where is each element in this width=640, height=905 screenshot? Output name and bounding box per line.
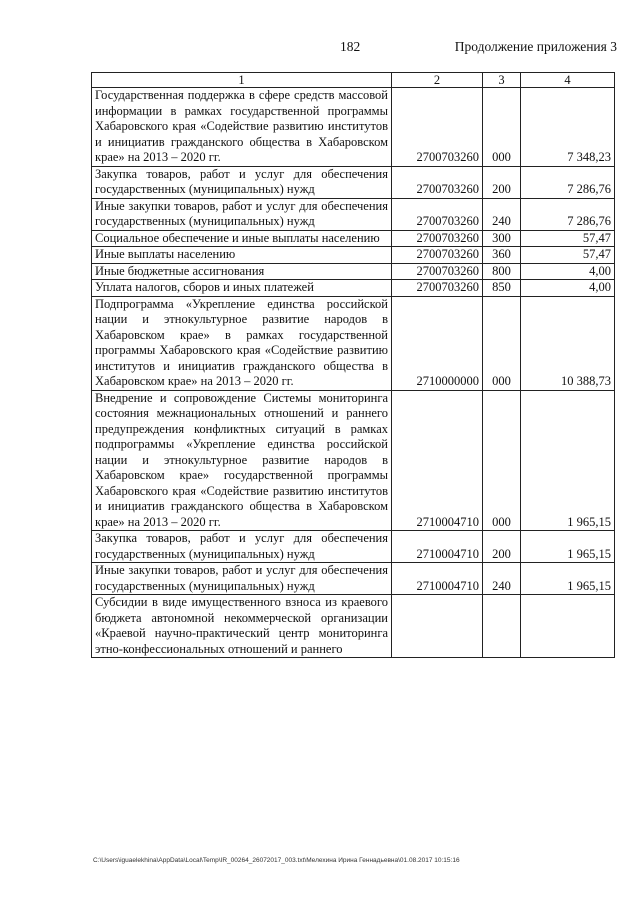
row-amount-cell: 1 965,15 [521,563,615,595]
table-row [92,230,615,247]
row-type-cell: 800 [483,263,521,280]
row-type-cell: 000 [483,390,521,531]
table-row [92,563,615,595]
row-code-cell: 2710004710 [392,390,483,531]
row-name-cell: Иные выплаты населению [92,247,392,264]
page-title: Продолжение приложения 3 [454,39,617,54]
row-name-cell: Иные бюджетные ассигнования [92,263,392,280]
table-row [92,595,615,658]
row-name-cell: Иные закупки товаров, работ и услуг для обеспечения государственных (муниципальных) нужд [92,563,392,595]
row-code-cell [392,595,483,658]
row-name-cell: Субсидии в виде имущественного взноса из краевого бюджета автономной некоммерческой организации «Краевой научно-практический центр мониторинга этно-конфессиональных отношений и раннего [92,595,392,658]
column-header: 2 [392,73,483,88]
row-code-cell: 2710000000 [392,296,483,390]
row-name-cell: Социальное обеспечение и иные выплаты населению [92,230,392,247]
row-amount-cell: 7 348,23 [521,88,615,167]
table-row [92,247,615,264]
file-path-footer: C:\Users\iguaelekhina\AppData\Local\Temp\IR_00264_26072017_003.txt\Мелехина Ирина Геннадьевна\01.08.2017 10:15:16 [93,857,460,864]
row-amount-cell: 57,47 [521,247,615,264]
table-row [92,198,615,230]
row-amount-cell: 1 965,15 [521,390,615,531]
row-code-cell: 2700703260 [392,247,483,264]
table-row [92,296,615,390]
row-type-cell: 240 [483,563,521,595]
row-type-cell: 240 [483,198,521,230]
budget-table [91,72,615,658]
row-name-cell: Внедрение и сопровождение Системы мониторинга состояния межнациональных отношений и раннего предупреждения конфликтных ситуаций в рамках подпрограммы «Укрепление единства российской нации и этнокультурное развитие народов в Хабаровском крае» государственной программы Хабаровского края «Содействие развитию институтов и инициатив гражданского общества в Хабаровском крае» на 2013 – 2020 гг. [92,390,392,531]
table-row [92,166,615,198]
row-name-cell: Закупка товаров, работ и услуг для обеспечения государственных (муниципальных) нужд [92,531,392,563]
row-name-cell: Уплата налогов, сборов и иных платежей [92,280,392,297]
row-type-cell [483,595,521,658]
table-row [92,88,615,167]
row-code-cell: 2700703260 [392,280,483,297]
row-amount-cell: 1 965,15 [521,531,615,563]
table-row [92,531,615,563]
row-code-cell: 2710004710 [392,531,483,563]
row-amount-cell: 57,47 [521,230,615,247]
row-amount-cell: 4,00 [521,263,615,280]
row-name-cell: Государственная поддержка в сфере средств массовой информации в рамках государственной программы Хабаровского края «Содействие развитию институтов и инициатив гражданского общества в Хабаровском крае» на 2013 – 2020 гг. [92,88,392,167]
page-number: 182 [340,39,361,54]
row-type-cell: 850 [483,280,521,297]
row-code-cell: 2700703260 [392,263,483,280]
row-type-cell: 360 [483,247,521,264]
row-code-cell: 2700703260 [392,166,483,198]
row-name-cell: Иные закупки товаров, работ и услуг для обеспечения государственных (муниципальных) нужд [92,198,392,230]
table-header-row [92,73,615,88]
row-type-cell: 200 [483,166,521,198]
row-amount-cell: 10 388,73 [521,296,615,390]
row-type-cell: 000 [483,296,521,390]
table-row [92,280,615,297]
column-header: 4 [521,73,615,88]
row-amount-cell: 7 286,76 [521,198,615,230]
row-code-cell: 2700703260 [392,198,483,230]
table-row [92,263,615,280]
row-code-cell: 2700703260 [392,88,483,167]
row-type-cell: 200 [483,531,521,563]
row-type-cell: 000 [483,88,521,167]
row-amount-cell: 7 286,76 [521,166,615,198]
row-type-cell: 300 [483,230,521,247]
column-header: 3 [483,73,521,88]
column-header: 1 [92,73,392,88]
table-row [92,390,615,531]
row-amount-cell [521,595,615,658]
row-name-cell: Закупка товаров, работ и услуг для обеспечения государственных (муниципальных) нужд [92,166,392,198]
row-code-cell: 2710004710 [392,563,483,595]
row-code-cell: 2700703260 [392,230,483,247]
row-name-cell: Подпрограмма «Укрепление единства российской нации и этнокультурное развитие народов в Хабаровском крае» в рамках государственной программы Хабаровского края «Содействие развитию институтов и инициатив гражданского общества в Хабаровском крае» на 2013 – 2020 гг. [92,296,392,390]
row-amount-cell: 4,00 [521,280,615,297]
